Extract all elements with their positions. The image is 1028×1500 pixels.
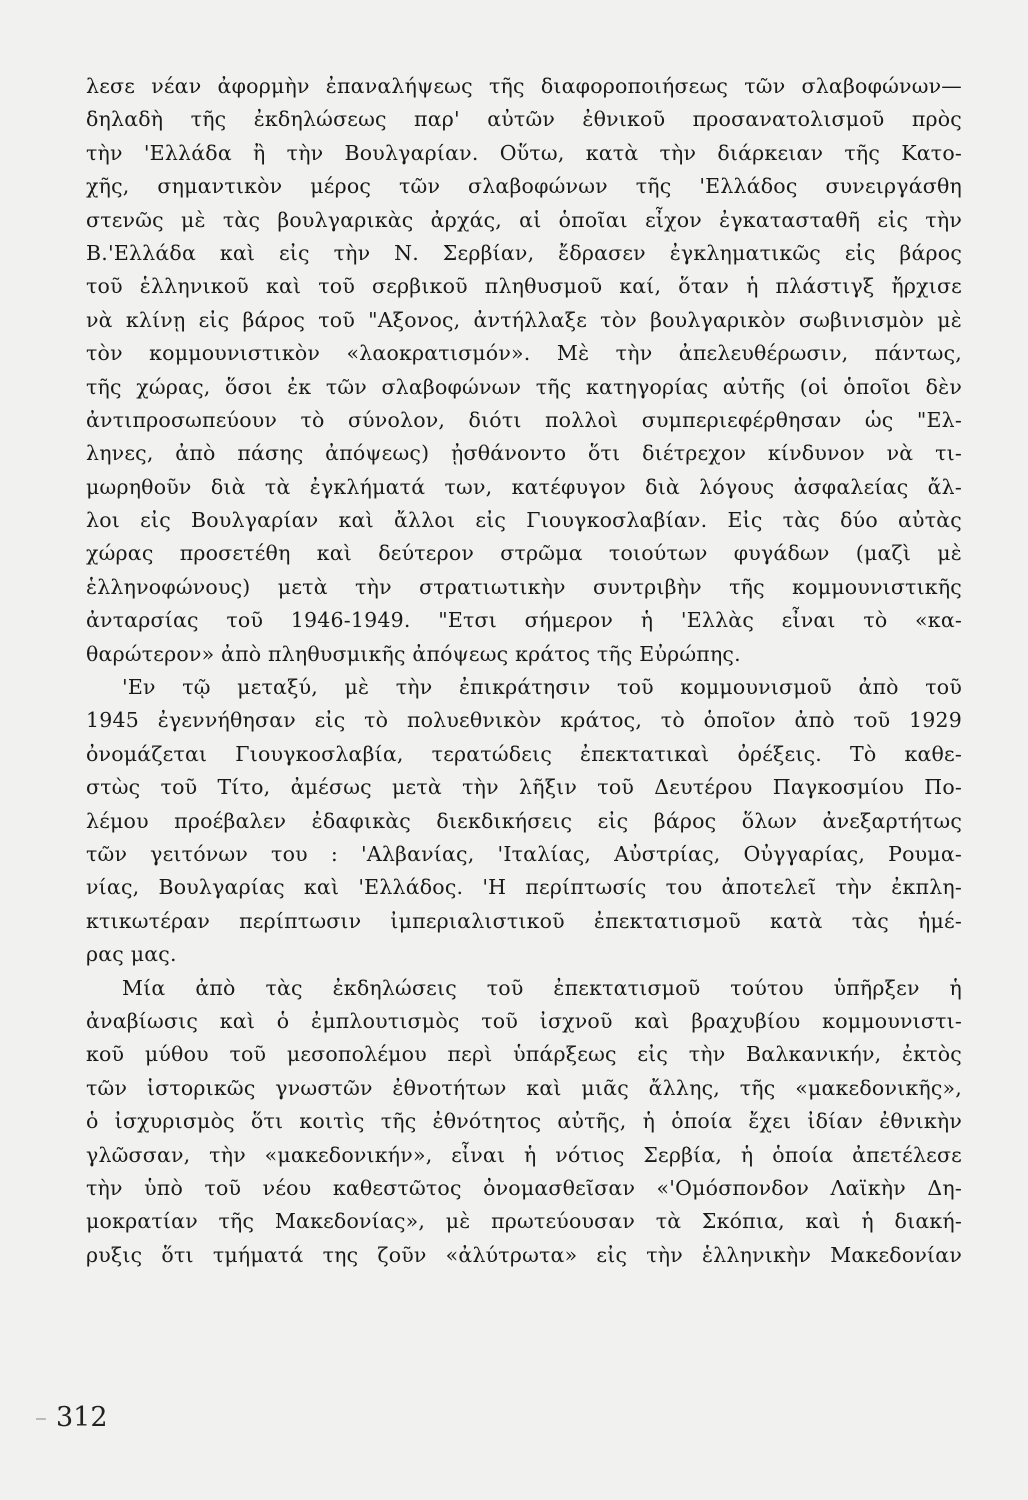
text-line: ληνες, ἀπὸ πάσης ἀπόψεως) ᾐσθάνοντο ὅτι διέτρεχον κίνδυνον νὰ τι- (86, 441, 962, 466)
text-line: τὸν κομμουνιστικὸν «λαοκρατισμόν». Μὲ τὴν ἀπελευθέρωσιν, πάντως, (86, 341, 962, 366)
text-line: ρυξις ὅτι τμήματά της ζοῦν «ἀλύτρωτα» εἰς τὴν ἑλληνικὴν Μακεδονίαν (86, 1242, 962, 1267)
text-line: ρας μας. (86, 942, 177, 967)
text-line: Μία ἀπὸ τὰς ἐκδηλώσεις τοῦ ἐπεκτατισμοῦ τούτου ὑπῆρξεν ἡ (122, 975, 962, 1000)
body-text (86, 70, 962, 1272)
text-line: τῆς χώρας, ὅσοι ἐκ τῶν σλαβοφώνων τῆς κατηγορίας αὐτῆς (οἱ ὁποῖοι δὲν (86, 374, 962, 399)
text-line: ὀνομάζεται Γιουγκοσλαβία, τερατώδεις ἐπεκτατικαὶ ὀρέξεις. Τὸ καθε- (86, 741, 962, 766)
text-line: τοῦ ἑλληνικοῦ καὶ τοῦ σερβικοῦ πληθυσμοῦ καί, ὅταν ἡ πλάστιγξ ἤρχισε (86, 274, 962, 299)
text-line: μοκρατίαν τῆς Μακεδονίας», μὲ πρωτεύουσαν τὰ Σκόπια, καὶ ἡ διακή- (86, 1209, 962, 1234)
text-line: ἀναβίωσις καὶ ὁ ἐμπλουτισμὸς τοῦ ἰσχνοῦ καὶ βραχυβίου κομμουνιστι- (86, 1008, 962, 1033)
text-line: ἑλληνοφώνους) μετὰ τὴν στρατιωτικὴν συντριβὴν τῆς κομμουνιστικῆς (86, 574, 962, 599)
text-line: θαρώτερον» ἀπὸ πληθυσμικῆς ἀπόψεως κράτος τῆς Εὐρώπης. (86, 641, 741, 666)
text-line: μωρηθοῦν διὰ τὰ ἐγκλήματά των, κατέφυγον διὰ λόγους ἀσφαλείας ἄλ- (86, 474, 962, 499)
text-line: κοῦ μύθου τοῦ μεσοπολέμου περὶ ὑπάρξεως εἰς τὴν Βαλκανικήν, ἐκτὸς (86, 1042, 962, 1067)
text-line: τῶν ἱστορικῶς γνωστῶν ἐθνοτήτων καὶ μιᾶς ἄλλης, τῆς «μακεδονικῆς», (86, 1075, 962, 1100)
text-line: 1945 ἐγεννήθησαν εἰς τὸ πολυεθνικὸν κράτος, τὸ ὁποῖον ἀπὸ τοῦ 1929 (86, 708, 962, 733)
text-line: χῆς, σημαντικὸν μέρος τῶν σλαβοφώνων τῆς 'Ελλάδος συνειργάσθη (86, 174, 962, 199)
text-line: στενῶς μὲ τὰς βουλγαρικὰς ἀρχάς, αἱ ὁποῖαι εἶχον ἐγκατασταθῆ εἰς τὴν (86, 207, 962, 232)
text-line: νὰ κλίνῃ εἰς βάρος τοῦ "Αξονος, ἀντήλλαξε τὸν βουλγαρικὸν σωβινισμὸν μὲ (86, 307, 962, 332)
text-line: τὴν ὑπὸ τοῦ νέου καθεστῶτος ὀνομασθεῖσαν «'Ομόσπονδον Λαϊκὴν Δη- (86, 1175, 962, 1200)
text-line: στὼς τοῦ Τίτο, ἀμέσως μετὰ τὴν λῆξιν τοῦ Δευτέρου Παγκοσμίου Πο- (86, 775, 962, 800)
text-line: νίας, Βουλγαρίας καὶ 'Ελλάδος. 'Η περίπτωσίς του ἀποτελεῖ τὴν ἐκπλη- (86, 875, 962, 900)
text-line: Β.'Ελλάδα καὶ εἰς τὴν Ν. Σερβίαν, ἔδρασεν ἐγκληματικῶς εἰς βάρος (86, 240, 962, 265)
text-line: δηλαδὴ τῆς ἐκδηλώσεως παρ' αὐτῶν ἐθνικοῦ προσανατολισμοῦ πρὸς (86, 107, 962, 132)
text-line: κτικωτέραν περίπτωσιν ἰμπεριαλιστικοῦ ἐπεκτατισμοῦ κατὰ τὰς ἡμέ- (86, 908, 962, 933)
text-line: λέμου προέβαλεν ἐδαφικὰς διεκδικήσεις εἰς βάρος ὅλων ἀνεξαρτήτως (86, 808, 962, 833)
margin-mark (36, 1418, 46, 1420)
text-line: 'Εν τῷ μεταξύ, μὲ τὴν ἐπικράτησιν τοῦ κομμουνισμοῦ ἀπὸ τοῦ (122, 675, 962, 700)
text-line: γλῶσσαν, τὴν «μακεδονικήν», εἶναι ἡ νότιος Σερβία, ἡ ὁποία ἀπετέλεσε (86, 1142, 962, 1167)
text-line: τῶν γειτόνων του : 'Αλβανίας, 'Ιταλίας, Αὐστρίας, Οὐγγαρίας, Ρουμα- (86, 841, 962, 866)
text-line: λοι εἰς Βουλγαρίαν καὶ ἄλλοι εἰς Γιουγκοσλαβίαν. Εἰς τὰς δύο αὐτὰς (86, 508, 962, 533)
text-line: τὴν 'Ελλάδα ἢ τὴν Βουλγαρίαν. Οὕτω, κατὰ τὴν διάρκειαν τῆς Κατο- (86, 140, 962, 165)
text-line: ἀντιπροσωπεύουν τὸ σύνολον, διότι πολλοὶ συμπεριεφέρθησαν ὡς "Ελ- (86, 407, 962, 432)
text-line: λεσε νέαν ἀφορμὴν ἐπαναλήψεως τῆς διαφοροποιήσεως τῶν σλαβοφώνων— (86, 74, 962, 98)
text-line: χώρας προσετέθη καὶ δεύτερον στρῶμα τοιούτων φυγάδων (μαζὶ μὲ (86, 541, 962, 566)
text-line: ἀνταρσίας τοῦ 1946-1949. "Ετσι σήμερον ἡ 'Ελλὰς εἶναι τὸ «κα- (86, 608, 962, 633)
page-number: 312 (56, 1402, 108, 1433)
text-line: ὁ ἰσχυρισμὸς ὅτι κοιτὶς τῆς ἐθνότητος αὐτῆς, ἡ ὁποία ἔχει ἰδίαν ἐθνικὴν (86, 1109, 962, 1134)
